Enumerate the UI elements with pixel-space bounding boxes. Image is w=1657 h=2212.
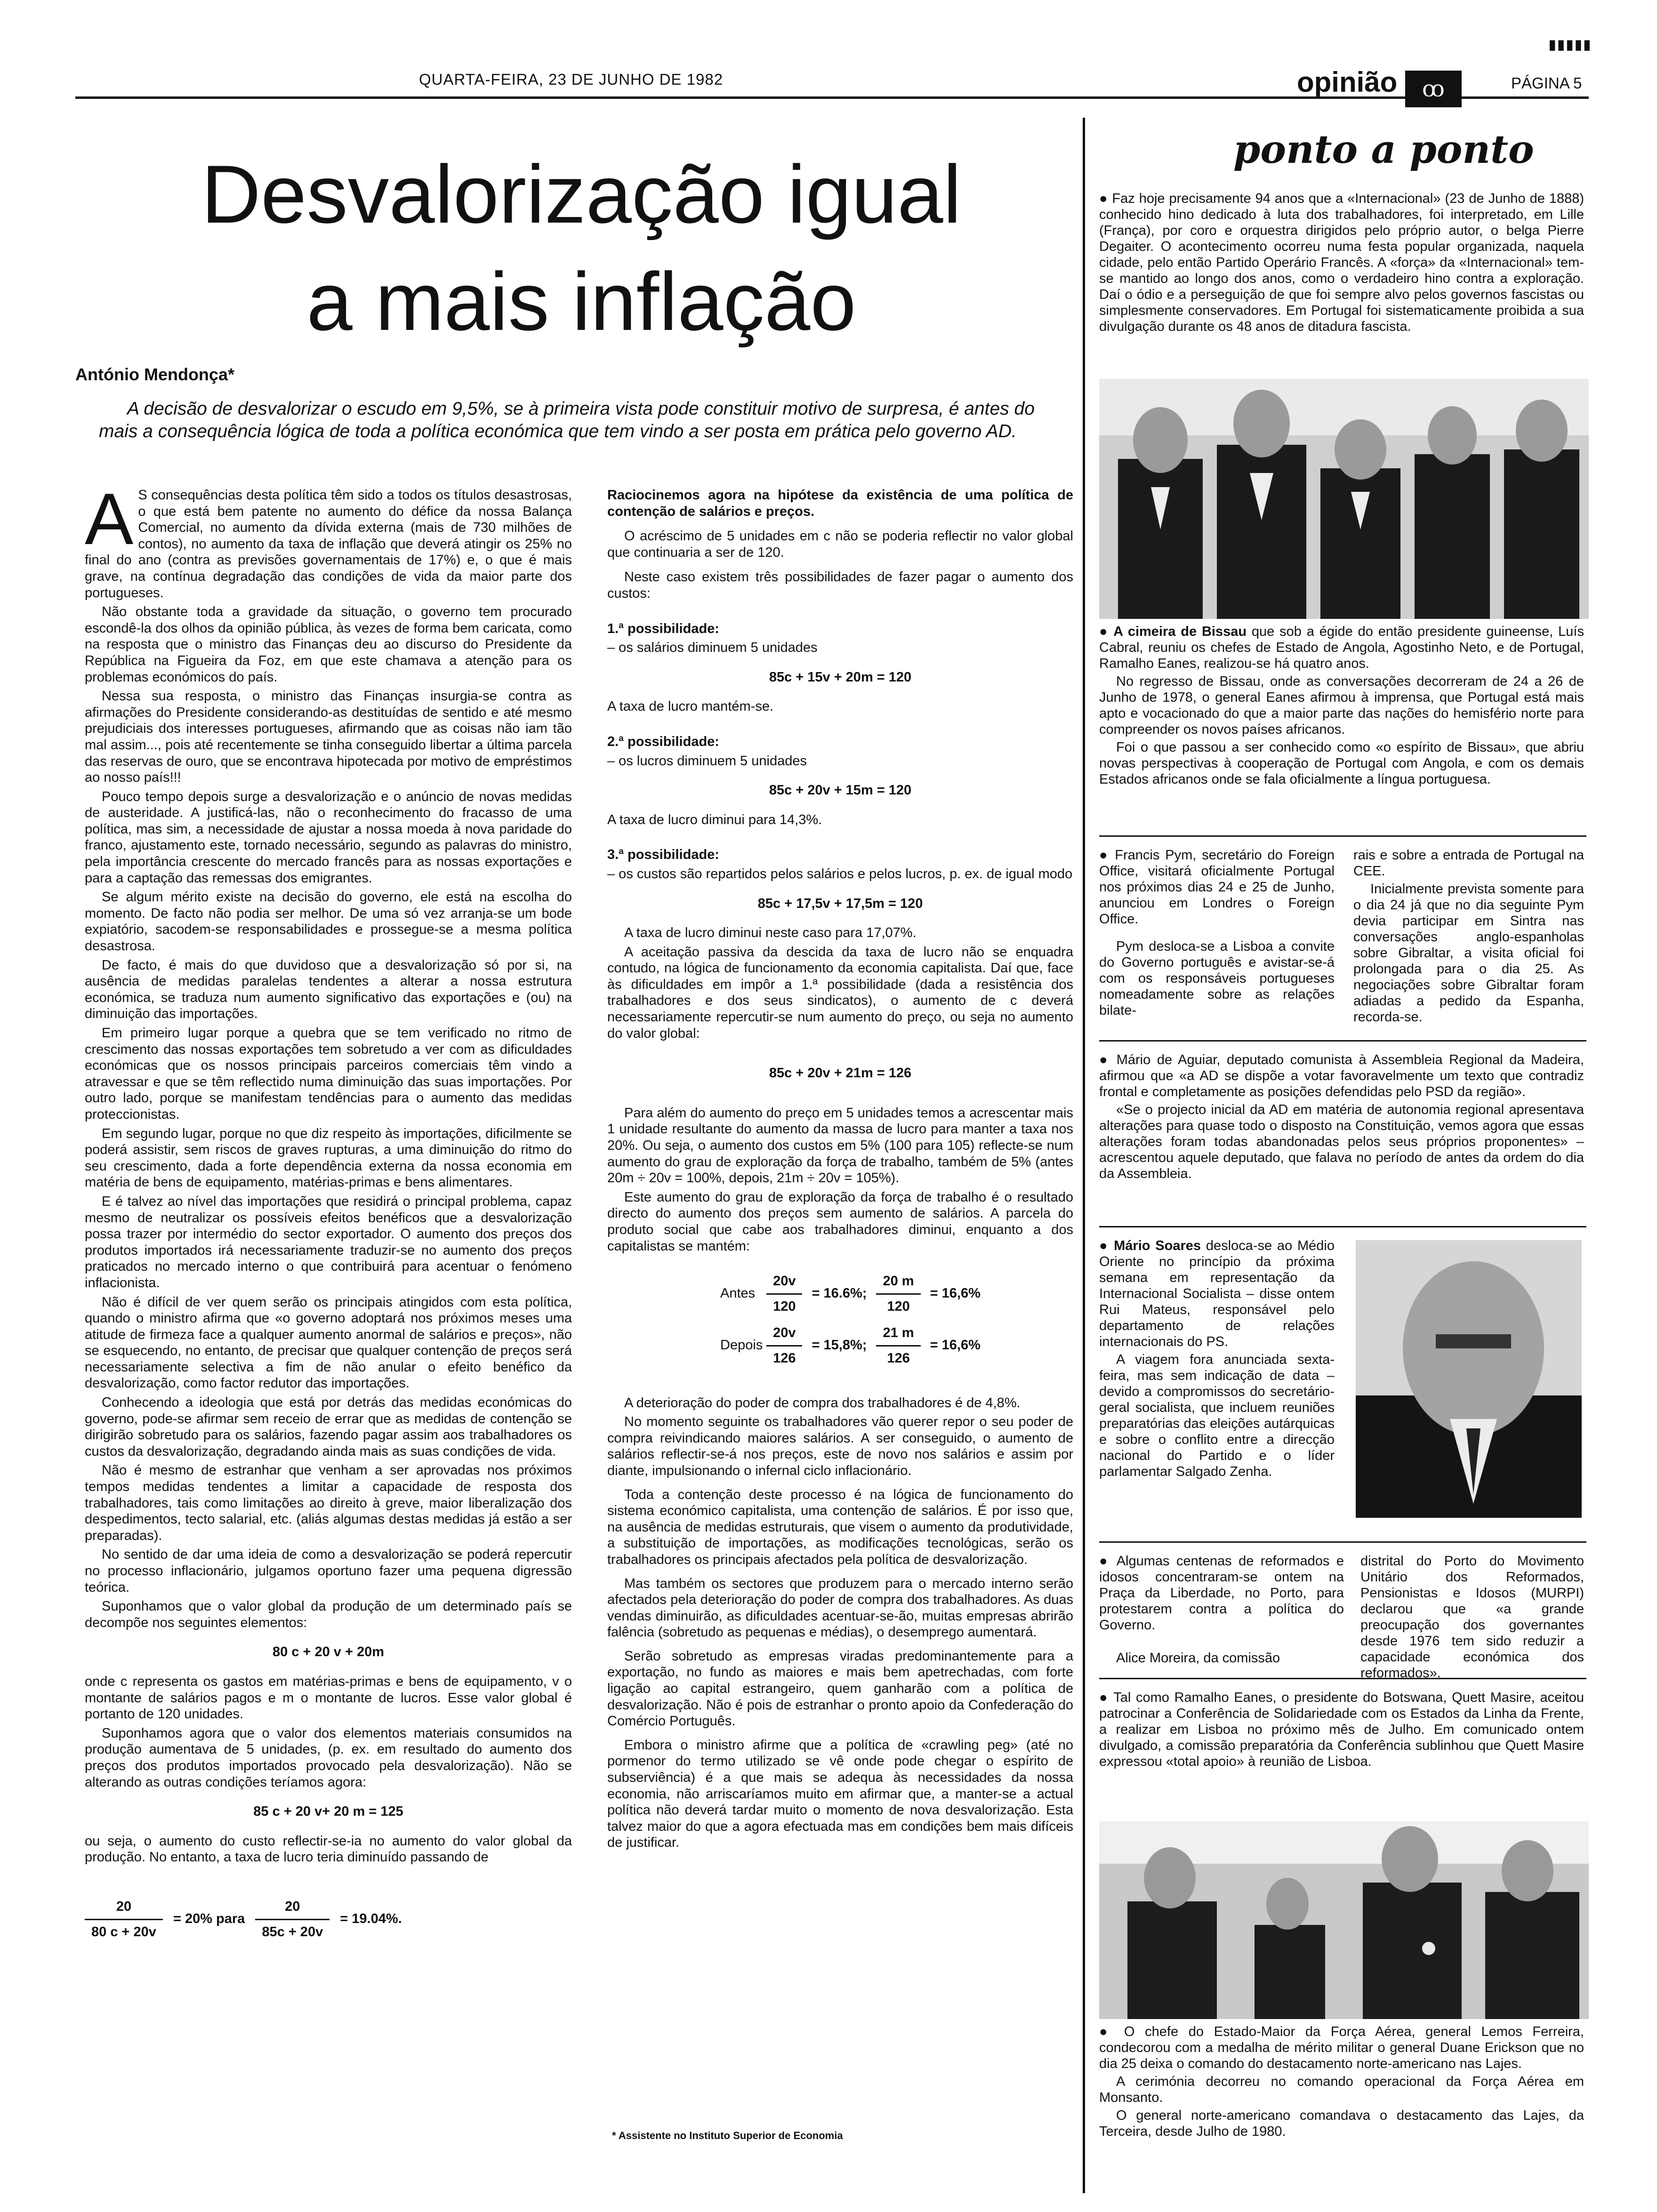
- divider: [1099, 1541, 1586, 1543]
- photo-bissau-summit: [1099, 379, 1589, 619]
- equation: 85c + 20v + 15m = 120: [769, 783, 912, 798]
- paragraph: Em primeiro lugar porque a quebra que se tem verificado no ritmo de crescimento das nossas exportações tem sobretudo a ver com as dificuldades económicas que os nossos principais parceiros comerciais têm vindo a atravessar e que se têm reflectido numa diminuição das suas importações. Por outro lado, porque se manifestam tendências para o aumento das medidas proteccionistas.: [85, 1026, 572, 1122]
- paragraph: – os custos são repartidos pelos salários e pelos lucros, p. ex. de igual modo: [607, 866, 1073, 882]
- sidebar-item: ● O chefe do Estado-Maior da Força Aérea, general Lemos Ferreira, condecorou com a medalha de mérito militar o general Duane Erickson que no dia 25 deixa o comando do destacamento norte-americano nas Lajes. A cerimónia decorreu no comando operacional da Força Aérea em Monsanto. O general norte-americano comandava o destacamento das Lajes, da Terceira, desde Julho de 1980.: [1099, 2024, 1584, 2139]
- divider: [1099, 1040, 1586, 1042]
- paragraph: A taxa de lucro diminui neste caso para 17,07%.: [624, 925, 917, 941]
- divider: [1099, 835, 1586, 837]
- column-divider: [1083, 118, 1085, 2193]
- article-column-2: [607, 487, 1073, 1854]
- section-logo-icon: ꝏ: [1405, 71, 1462, 107]
- author-byline: António Mendonça*: [75, 365, 234, 384]
- paragraph: Neste caso existem três possibilidades de fazer pagar o aumento dos custos:: [607, 569, 1073, 601]
- sidebar-item: ● Mário Soares desloca-se ao Médio Oriente no princípio da próxima semana em representação da Internacional Socialista – disse ontem Rui Mateus, responsável pelo departamento de relações internacionais do PS. A viagem fora anunciada sexta-feira, mas sem indicação de data – devido a compromissos do secretário-geral socialista, que incluem reuniões preparatórias das eleições autárquicas e sobre o conflito entre a direcção nacional do Partido e o líder parlamentar Salgado Zenha.: [1099, 1238, 1335, 1479]
- possibility-title: 1.ª possibilidade:: [607, 621, 719, 636]
- paragraph: Se algum mérito existe na decisão do governo, ele está na escolha do momento. De facto não podia ser melhor. De uma só vez arranja-se um bode expiatório, sacodem-se responsabilidades e prossegue-se a mesma política desastrosa.: [85, 890, 572, 954]
- divider: [1099, 1226, 1586, 1227]
- sidebar-item: ● A cimeira de Bissau que sob a égide do então presidente guineense, Luís Cabral, reuniu os chefes de Estado de Angola, Agostinho Neto, e de Portugal, Ramalho Eanes, realizou-se há quatro anos. No regresso de Bissau, onde as conversações decorreram de 24 a 26 de Junho de 1978, o general Eanes afirmou à imprensa, que Portugal está mais apto e vocacionado do que a maior parte das nações do hemisfério norte para compreender os novos países africanos. Foi o que passou a ser conhecido como «o espírito de Bissau», que abriu novas perspectivas à cooperação de Portugal com Angola, e com os demais Estados africanos onde se fala oficialmente a língua portuguesa.: [1099, 624, 1584, 787]
- sidebar-title: ponto a ponto: [1233, 127, 1534, 172]
- paragraph: A aceitação passiva da descida da taxa de lucro não se enquadra contudo, na lógica de funcionamento da economia capitalista. Daí que, face às dificuldades em impôr a 1.ª possibilidade (dada a resistência dos trabalhadores e dos seus sindicatos), o aumento de c deverá necessariamente repercutir-se num aumento do preço, ou seja no aumento do valor global:: [607, 944, 1073, 1041]
- paragraph: onde c representa os gastos em matérias-primas e bens de equipamento, v o montante de salários pagos e m o montante de lucros. Esse valor global é portanto de 120 unidades.: [85, 1674, 572, 1722]
- paragraph: De facto, é mais do que duvidoso que a desvalorização só por si, na ausência de medidas paralelas tendentes a alterar a nossa estrutura económica, se traduza num aumento significativo das exportações e (ou) na diminuição das importações.: [85, 957, 572, 1022]
- sidebar-item: ● Faz hoje precisamente 94 anos que a «Internacional» (23 de Junho de 1888) conhecido hino dedicado à luta dos trabalhadores, foi interpretado, em Lille (França), por coro e orquestra dirigidos pelo próprio autor, o belga Pierre Degaiter. O acontecimento ocorreu numa festa popular organizada, naquela cidade, pelo então Partido Operário Francês. A «força» da «Internacional» tem-se mantido ao longo dos anos, como o verdadeiro hino contra a exploração. Daí o ódio e a perseguição de que foi sempre alvo pelos governos fascistas ou simplesmente conservadores. Em Portugal foi sistematicamente proibida a sua divulgação durante os 48 anos de ditadura fascista.: [1099, 191, 1584, 334]
- sidebar-item-cont: rais e sobre a entrada de Portugal na CEE. Inicialmente prevista somente para o dia 24 já que no dia seguinte Pym devia participar em Sintra nas conversações anglo-espanholas sobre Gibraltar, a visita oficial foi prolongada para o dia 25. As negociações sobre Gibraltar foram adiadas a pedido da Espanha, recorda-se.: [1353, 848, 1584, 1025]
- paragraph: Serão sobretudo as empresas viradas predominantemente para a exportação, no fundo as maiores e mais bem apetrechadas, com forte ligação ao capital estrangeiro, quem ganharão com a política de desvalorização. Não é pois de estranhar o pronto apoio da Confederação do Comércio Português.: [607, 1648, 1073, 1729]
- possibility-title: 3.ª possibilidade:: [607, 847, 719, 863]
- equation: 85c + 20v + 21m = 126: [769, 1066, 912, 1081]
- author-footnote: * Assistente no Instituto Superior de Economia: [612, 2130, 843, 2141]
- paragraph: Embora o ministro afirme que a política de «crawling peg» (até no pormenor do termo utilizado se vê onde pode chegar o espírito de subserviência) é a que mais se adequa às necessidades da nossa economia, não arriscaríamos muito em afirmar que, a manter-se a actual política não deverá tardar muito o momento de nova desvalorização. Esta talvez maior do que a agora efectuada mas em condições bem mais difíceis de justificar.: [607, 1737, 1073, 1851]
- sidebar-item: ● Francis Pym, secretário do Foreign Office, visitará oficialmente Portugal nos próximos dias 24 e 25 de Junho, anunciou em Londres o Foreign Office. Pym desloca-se a Lisboa a convite do Governo português e avistar-se-á com os responsáveis portugueses nomeadamente sobre as relações bilate-: [1099, 848, 1335, 1018]
- section-name: opinião: [1297, 66, 1398, 98]
- paragraph: E é talvez ao nível das importações que residirá o principal problema, capaz mesmo de neutralizar os possíveis efeitos benéficos que a desvalorização possa trazer por intermédio do sector exportador. O aumento dos preços dos produtos importados irá necessariamente traduzir-se no aumento dos preços praticados no mercado interno o que contribuirá para acentuar o fenómeno inflacionista.: [85, 1194, 572, 1290]
- ratio-row-after: Depois $\frac{20v}{126}$ = 15,8%; $\frac{21 m}{126}$ = 16,6%: [720, 1325, 981, 1366]
- possibility-title: 2.ª possibilidade:: [607, 734, 719, 749]
- paragraph: Suponhamos que o valor global da produção de um determinado país se decompõe nos seguintes elementos:: [85, 1599, 572, 1630]
- ratio-row-before: Antes $\frac{20v}{120}$ = 16.6%; $\frac{20 m}{120}$ = 16,6%: [720, 1274, 981, 1314]
- paragraph: Conhecendo a ideologia que está por detrás das medidas económicas do governo, pode-se afirmar sem receio de errar que as medidas de contenção se dirigirão sobretudo para os salários, fazendo pagar assim aos trabalhadores os custos da desvalorização, degradando ainda mais as suas condições de vida.: [85, 1395, 572, 1459]
- sidebar-item: ● Mário de Aguiar, deputado comunista à Assembleia Regional da Madeira, afirmou que «a AD se dispõe a votar favoravelmente um texto que contradiz frontal e completamente as posições defendidas pelo PSD da região». «Se o projecto inicial da AD em matéria de autonomia regional apresentava alterações para quase todo o disposto na Constituição, vemos agora que essas alterações foram todas abandonadas pelos seus próprios proponentes» – acrescentou aquele deputado, que falava no período de antes da ordem do dia da Assembleia.: [1099, 1052, 1584, 1181]
- paragraph: No momento seguinte os trabalhadores vão querer repor o seu poder de compra reivindicando maiores salários. A ser conseguido, o aumento de salários reflectir-se-á nos preços, este de novo nos salários e assim por diante, impulsionando o infernal ciclo inflacionário.: [607, 1414, 1073, 1478]
- paragraph: No sentido de dar uma ideia de como a desvalorização se poderá repercutir no processo inflacionário, julgamos oportuno fazer uma pequena digressão teórica.: [85, 1547, 572, 1595]
- drop-cap: A: [85, 478, 134, 560]
- title-line-1: Desvalorização igual: [201, 149, 962, 240]
- sidebar-item: ● Tal como Ramalho Eanes, o presidente do Botswana, Quett Masire, aceitou patrocinar a Conferência de Solidariedade com os Estados da Linha da Frente, a realizar em Lisboa no próximo mês de Julho. Em comunicado ontem divulgado, a comissão preparatória da Conferência sublinhou que Quett Masire expressou «total apoio» à reunião de Lisboa.: [1099, 1690, 1584, 1769]
- divider: [1099, 1678, 1586, 1679]
- subheading: Raciocinemos agora na hipótese da existência de uma política de contenção de salários e preços.: [607, 488, 1073, 519]
- equation: 80 c + 20 v + 20m: [272, 1644, 385, 1660]
- paragraph: Não é difícil de ver quem serão os principais atingidos com esta política, quando o ministro afirma que «o governo adoptará nos próximos meses uma atitude de firmeza face a qualquer aumento anormal de salários e preços», não se esquecendo, no entanto, de precisar que qualquer contenção de preços será necessariamente selectiva a fim de não anular o efeito benéfico da desvalorização, como factor redutor das importações.: [85, 1294, 572, 1391]
- photo-mario-soares: [1356, 1240, 1582, 1518]
- sidebar-item-cont: distrital do Porto do Movimento Unitário dos Reformados, Pensionistas e Idosos (MURPI) declarou que «a grande preocupação dos governantes desde 1976 tem sido reduzir a capacidade económica dos reformados».: [1360, 1554, 1584, 1681]
- paragraph: Toda a contenção deste processo é na lógica de funcionamento do sistema económico capitalista, uma contenção de salários. É por isso que, na ausência de medidas estruturais, que visem o aumento da produtividade, a substituição de importações, as modificações tecnológicas, serão os trabalhadores os principais afectados pela política de desvalorização.: [607, 1487, 1073, 1567]
- paragraph: Não obstante toda a gravidade da situação, o governo tem procurado escondê-la dos olhos da opinião pública, às vezes de forma bem caricata, como na resposta que o ministro das Finanças deu ao discurso do Presidente da República na Figueira da Foz, em que este chamava a atenção para os problemas económicos do país.: [85, 604, 572, 685]
- page-number: PÁGINA 5: [1511, 74, 1582, 92]
- title-line-2: a mais inflação: [306, 256, 856, 348]
- equation: 85 c + 20 v+ 20 m = 125: [253, 1804, 403, 1819]
- paragraph: A taxa de lucro mantém-se.: [607, 699, 773, 714]
- profit-rate-fraction: $\frac{20}{80 c + 20v}$ = 20% para $\frac{20}{85c + 20v}$ = 19.04%.: [85, 1899, 572, 1940]
- masthead-mark: ▮▮▮▮▮: [1549, 37, 1593, 52]
- paragraph: Pouco tempo depois surge a desvalorização e o anúncio de novas medidas de austeridade. A justificá-las, não o reconhecimento do fracasso de uma política, mas sim, a necessidade de ajustar a nossa moeda à nova paridade do franco, ajustamento este, tornado necessário, segundo as palavras do ministro, pela importância crescente do mercado francês para as nossas exportações e para a captação das remessas dos emigrantes.: [85, 789, 572, 886]
- paragraph: – os lucros diminuem 5 unidades: [607, 753, 807, 769]
- photo-medal-ceremony: [1099, 1821, 1589, 2019]
- paragraph: – os salários diminuem 5 unidades: [607, 640, 818, 656]
- header-rule: [75, 96, 1589, 99]
- paragraph: A deterioração do poder de compra dos trabalhadores é de 4,8%.: [624, 1395, 1021, 1411]
- article-lead: A decisão de desvalorizar o escudo em 9,5%, se à primeira vista pode constituir motivo de surpresa, é antes do mais a consequência lógica de toda a política económica que tem vindo a ser posta em prática pelo governo AD.: [99, 399, 1035, 441]
- paragraph: ou seja, o aumento do custo reflectir-se-ia no aumento do valor global da produção. No entanto, a taxa de lucro teria diminuído passando de: [85, 1833, 572, 1865]
- sidebar-item: ● Algumas centenas de reformados e idosos concentraram-se ontem na Praça da Liberdade, no Porto, para protestarem contra a política do Governo. Alice Moreira, da comissão: [1099, 1554, 1344, 1666]
- paragraph: Para além do aumento do preço em 5 unidades temos a acrescentar mais 1 unidade resultante do aumento da massa de lucro para manter a taxa nos 20%. Ou seja, o aumento dos custos em 5% (100 para 105) reflecte-se num aumento do grau de exploração da força de trabalho, também de 5% (antes 20m ÷ 20v = 100%, depois, 21m ÷ 20v = 105%).: [607, 1105, 1073, 1186]
- issue-date: QUARTA-FEIRA, 23 DE JUNHO DE 1982: [419, 71, 724, 88]
- paragraph: Nessa sua resposta, o ministro das Finanças insurgia-se contra as afirmações do Presidente considerando-as destituídas de sentido e até mesmo prejudiciais dos interesses portugueses, afirmando que as coisas não iam tão mal assim..., pois até recentemente se tinha conseguido libertar a última parcela das reservas de ouro, que se encontrava hipotecada por motivo de empréstimos ao nosso país!!!: [85, 689, 572, 785]
- paragraph: Não é mesmo de estranhar que venham a ser aprovadas nos próximos tempos medidas tendentes a limitar a capacidade de resposta dos trabalhadores, tais como limitações ao direito à greve, maior liberalização dos despedimentos, tecto salarial, etc. (aliás algumas destas medidas já estão a ser preparadas).: [85, 1463, 572, 1543]
- article-title: [80, 141, 1083, 356]
- paragraph: O acréscimo de 5 unidades em c não se poderia reflectir no valor global que continuaria a ser de 120.: [607, 529, 1073, 560]
- equation: 85c + 15v + 20m = 120: [769, 669, 912, 685]
- article-column-1: [85, 478, 572, 1950]
- paragraph: A S consequências desta política têm sido a todos os títulos desastrosas, o que está bem patente no aumento do défice da nossa Balança Comercial, no aumento da dívida externa (mais de 730 milhões de contos), no aumento da taxa de inflação que deverá atingir os 25% no final do ano (contra as previsões governamentais de 17%) e, o que é mais grave, na contínua degradação das condições de vida da maior parte dos portugueses.: [85, 478, 572, 601]
- paragraph: Suponhamos agora que o valor dos elementos materiais consumidos na produção aumentava de 5 unidades, (p. ex. em resultado do aumento dos preços dos produtos importados provocado pela desvalorização). Não se alterando as outras condições teríamos agora:: [85, 1725, 572, 1790]
- paragraph: Mas também os sectores que produzem para o mercado interno serão afectados pela deterioração do poder de compra dos trabalhadores. As duas vendas diminuirão, as dificuldades acentuar-se-ão, muitas empresas abrirão falência (sobretudo as pequenas e médias), o desemprego aumentará.: [607, 1576, 1073, 1640]
- paragraph: Em segundo lugar, porque no que diz respeito às importações, dificilmente se poderá assistir, sem riscos de graves rupturas, a uma diminuição do ritmo do seu crescimento, dada a forte dependência externa da nossa economia em matéria de bens de equipamento, matérias-primas e bens alimentares.: [85, 1126, 572, 1190]
- paragraph: Este aumento do grau de exploração da força de trabalho é o resultado directo do aumento dos preços sem aumento de salários. A parcela do produto social que cabe aos trabalhadores diminui, enquanto a dos capitalistas se mantém:: [607, 1189, 1073, 1254]
- paragraph: A taxa de lucro diminui para 14,3%.: [607, 812, 822, 827]
- equation: 85c + 17,5v + 17,5m = 120: [757, 896, 923, 911]
